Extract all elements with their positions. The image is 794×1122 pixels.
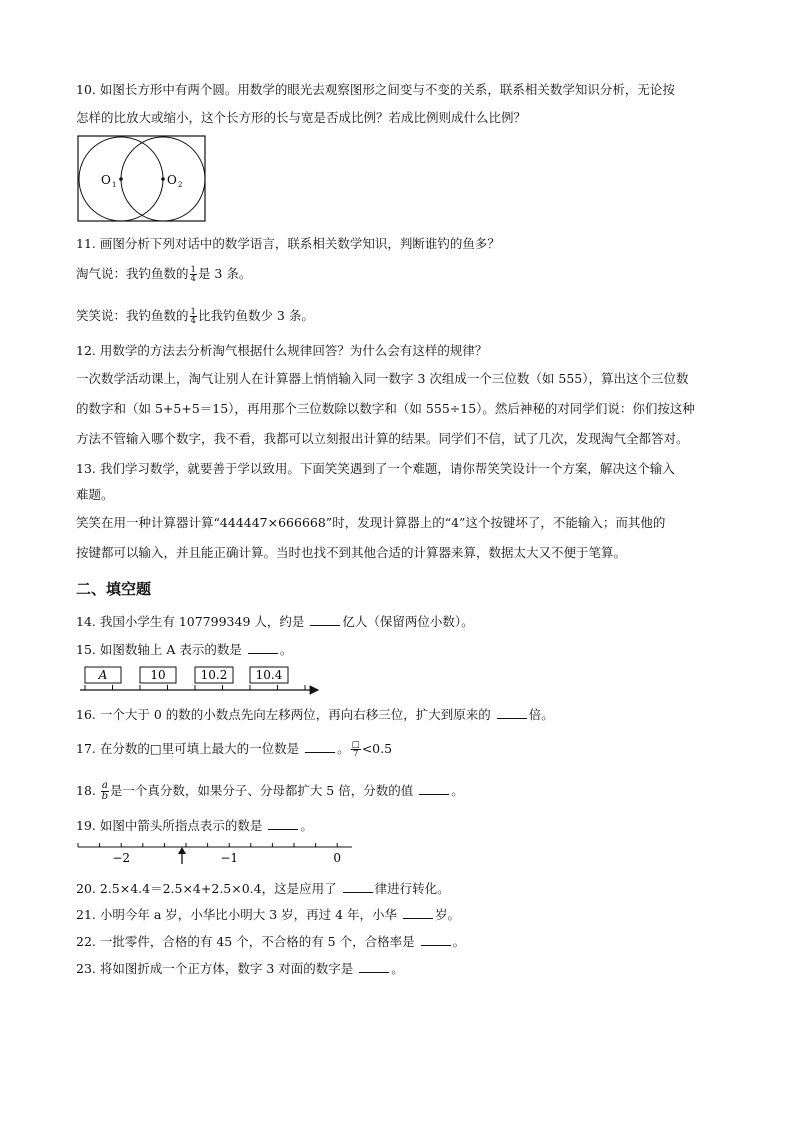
fraction-quarter	[190, 308, 197, 325]
q20-line	[76, 880, 450, 897]
q13-line3: 笑笑在用一种计算器计算“444447×666668”时，发现计算器上的“4”这个按键坏了，不能输入；而其他的	[76, 515, 666, 530]
q18-text: 是一个真分数，如果分子、分母都扩大 5 倍，分数的值	[109, 783, 418, 798]
fraction-quarter	[190, 266, 197, 283]
fraction-box-over-7	[351, 741, 361, 758]
q18-number: 18.	[76, 783, 100, 798]
number-box	[250, 667, 288, 683]
tick-label: 0	[333, 851, 342, 865]
q15-line	[76, 641, 292, 658]
frac-den: b	[101, 791, 109, 802]
center-o2-dot	[161, 177, 165, 181]
q17-line	[76, 740, 392, 758]
q10-line1: 10. 如图长方形中有两个圆。用数学的眼光去观察图形之间变与不变的关系，联系相关数学知识分析，无论按	[76, 82, 675, 97]
q13-line4: 按键都可以输入，并且能正确计算。当时也找不到其他合适的计算器来算，数据太大又不便于笔算。	[76, 545, 627, 560]
frac-num: □	[351, 740, 360, 750]
answer-blank[interactable]	[305, 740, 335, 753]
q11-taoqi	[76, 266, 251, 283]
number-box	[85, 667, 121, 683]
number-box	[195, 667, 233, 683]
answer-blank[interactable]	[248, 641, 278, 654]
tick-label: −2	[112, 851, 131, 865]
q20-text: 20. 2.5×4.4＝2.5×4+2.5×0.4，这是应用了	[76, 881, 341, 896]
q12-line4: 方法不管输入哪个数字，我不看，我都可以立刻报出计算的结果。同学们不信，试了几次，发现淘气全都答对。	[76, 431, 689, 446]
q12-line1: 12. 用数学的方法去分析淘气根据什么规律回答？为什么会有这样的规律？	[76, 343, 488, 358]
q22-line	[76, 933, 465, 950]
answer-blank[interactable]	[497, 706, 527, 719]
answer-blank[interactable]	[343, 880, 373, 893]
o2-subscript: 2	[178, 181, 183, 189]
frac-num: 1	[190, 307, 196, 317]
rectangle-shape	[78, 136, 205, 221]
answer-blank[interactable]	[359, 960, 389, 973]
q18-line	[76, 781, 464, 802]
q11-xiaoxiao	[76, 308, 314, 325]
answer-blank[interactable]	[421, 933, 451, 946]
answer-blank[interactable]	[419, 782, 449, 795]
q21-line	[76, 906, 460, 923]
taoqi-suffix: 是 3 条。	[197, 266, 252, 281]
q22-text: 22. 一批零件，合格的有 45 个，不合格的有 5 个，合格率是	[76, 934, 419, 949]
rectangle-two-circles-figure	[77, 135, 207, 223]
q14-text: 14. 我国小学生有 107799349 人，约是	[76, 614, 309, 629]
answer-blank[interactable]	[310, 613, 340, 626]
q16-text-after: 倍。	[528, 707, 554, 722]
q21-text: 21. 小明今年 a 岁，小华比小明大 3 岁，再过 4 年，小华	[76, 907, 402, 922]
q18-text-after: 。	[451, 783, 464, 798]
center-o1-dot	[119, 177, 123, 181]
section-title: 二、填空题	[76, 580, 152, 598]
frac-den: 7	[352, 749, 359, 759]
q17-mid: 。	[337, 741, 350, 756]
answer-blank[interactable]	[268, 817, 298, 830]
tick-label: −1	[220, 851, 239, 865]
number-box-label: 10.4	[255, 668, 283, 682]
q10-line2: 怎样的比放大或缩小，这个长方形的长与宽是否成比例？若成比例则成什么比例？	[76, 110, 527, 125]
answer-blank[interactable]	[403, 906, 433, 919]
q14-line	[76, 613, 474, 630]
q15-end: 。	[279, 642, 293, 657]
o1-label: O	[101, 173, 111, 187]
q17-text-after: <0.5	[361, 741, 393, 756]
q12-line2: 一次数学活动课上，淘气让别人在计算器上悄悄输入同一数字 3 次组成一个三位数（如 555），算出这个三位数	[76, 371, 689, 386]
q23-text-after: 。	[391, 961, 404, 976]
q22-text-after: 。	[452, 934, 466, 949]
q19-text: 19. 如图中箭头所指点表示的数是	[76, 818, 267, 833]
number-line-q15	[78, 664, 328, 696]
xiaoxiao-prefix: 笑笑说：我钓鱼数的	[76, 308, 189, 323]
q12-line3: 的数字和（如 5+5+5＝15），再用那个三位数除以数字和（如 555÷15）。然后神秘的对同学们说：你们按这种	[76, 401, 695, 416]
number-box-label: 10	[150, 668, 166, 682]
q14-text-after: 亿人（保留两位小数）。	[342, 614, 474, 629]
q13-line2: 难题。	[76, 487, 114, 502]
q15-text: 15. 如图数轴上 A 表示的数是	[76, 642, 246, 657]
q23-text: 23. 将如图折成一个正方体，数字 3 对面的数字是	[76, 961, 358, 976]
q19-end: 。	[300, 818, 313, 833]
taoqi-prefix: 淘气说：我钓鱼数的	[76, 266, 189, 281]
number-box	[140, 667, 176, 683]
frac-num: a	[101, 780, 108, 791]
o2-label: O	[167, 173, 177, 187]
q11-line1: 11. 画图分析下列对话中的数学语言，联系相关数学知识，判断谁钓的鱼多？	[76, 236, 500, 251]
fraction-a-over-b	[101, 781, 109, 802]
xiaoxiao-suffix: 比我钓鱼数少 3 条。	[197, 308, 314, 323]
q16-line	[76, 706, 554, 723]
q16-text: 16. 一个大于 0 的数的小数点先向左移两位，再向右移三位，扩大到原来的	[76, 707, 495, 722]
q19-line	[76, 817, 313, 834]
frac-den: 4	[190, 316, 196, 326]
q21-text-after: 岁。	[435, 907, 461, 922]
up-arrow-icon	[178, 847, 186, 864]
q23-line	[76, 960, 404, 977]
number-box-label: A	[98, 668, 108, 682]
frac-num: 1	[190, 265, 196, 275]
q20-text-after: 律进行转化。	[374, 881, 450, 896]
q13-line1: 13. 我们学习数学，就要善于学以致用。下面笑笑遇到了一个难题，请你帮笑笑设计一个方案，解决这个输入	[76, 461, 675, 476]
frac-den: 4	[190, 274, 196, 284]
number-box-label: 10.2	[200, 668, 228, 682]
number-line-q19	[76, 838, 356, 868]
o1-subscript: 1	[112, 181, 117, 189]
q17-text: 17. 在分数的□里可填上最大的一位数是	[76, 741, 304, 756]
